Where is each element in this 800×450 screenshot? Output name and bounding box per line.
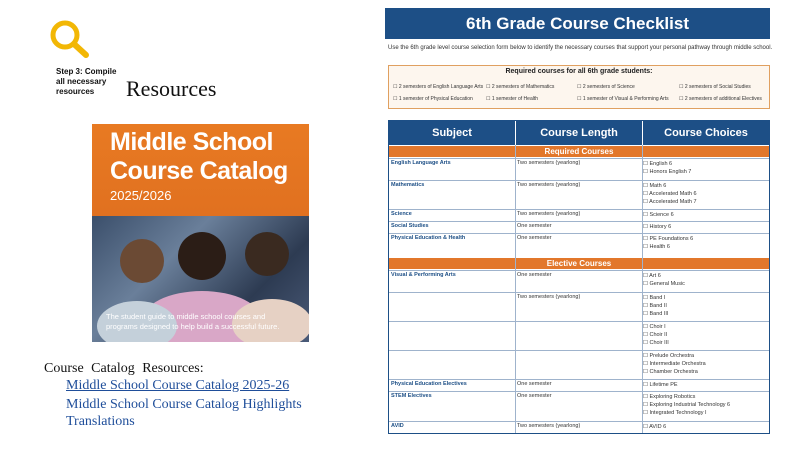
required-item[interactable]: ☐ 1 semester of Health xyxy=(486,96,539,102)
row-choices[interactable]: ☐ Choir I ☐ Choir II ☐ Choir III xyxy=(643,324,669,346)
table-row xyxy=(389,209,769,221)
row-length: One semester xyxy=(517,223,552,229)
required-item-label: 1 semester of Visual & Performing Arts xyxy=(582,96,669,102)
required-item-label: 2 semesters of Social Studies xyxy=(684,84,751,90)
choice-label: Health 6 xyxy=(649,244,670,250)
required-all-box xyxy=(388,65,770,109)
choice-label: Integrated Technology I xyxy=(649,410,707,416)
row-subject: Science xyxy=(391,211,412,217)
row-length: Two semesters (yearlong) xyxy=(517,294,581,300)
row-length: One semester xyxy=(517,381,552,387)
required-item[interactable]: ☐ 1 semester of Visual & Performing Arts xyxy=(577,96,669,102)
catalog-resources-heading: Course Catalog Resources: xyxy=(44,361,204,376)
table-row xyxy=(389,158,769,180)
choice-label: Band II xyxy=(649,303,667,309)
column-course-choices: Course Choices xyxy=(643,121,769,145)
catalog-highlights-link[interactable]: Middle School Course Catalog Highlights xyxy=(66,397,302,412)
row-length: One semester xyxy=(517,393,552,399)
choice-label: Art 6 xyxy=(649,273,661,279)
catalog-2025-26-link[interactable]: Middle School Course Catalog 2025-26 xyxy=(66,378,290,393)
required-section-header: Required Courses xyxy=(389,146,769,157)
row-choices[interactable]: ☐ Science 6 xyxy=(643,212,674,218)
choice-label: Math 6 xyxy=(649,183,667,189)
required-item[interactable]: ☐ 2 semesters of English Language Arts xyxy=(393,84,484,90)
choice-label: Prelude Orchestra xyxy=(649,353,695,359)
table-row xyxy=(389,233,769,256)
required-item-label: 2 semesters of English Language Arts xyxy=(398,84,484,90)
choice-label: Intermediate Orchestra xyxy=(649,361,706,367)
table-row xyxy=(389,379,769,391)
checklist-subtitle: Use the 6th grade level course selection form below to identify the necessary courses that support your personal pathway through middle school. xyxy=(388,45,773,51)
row-choices[interactable]: ☐ AVID 6 xyxy=(643,424,667,430)
table-row xyxy=(389,321,769,350)
choice-label: Lifetime PE xyxy=(649,382,678,388)
required-item[interactable]: ☐ 1 semester of Physical Education xyxy=(393,96,473,102)
row-subject: STEM Electives xyxy=(391,393,432,399)
table-row xyxy=(389,270,769,292)
row-length: Two semesters (yearlong) xyxy=(517,160,581,166)
required-item-label: 1 semester of Health xyxy=(491,96,539,102)
search-icon xyxy=(48,18,90,60)
row-length: Two semesters (yearlong) xyxy=(517,423,581,429)
choice-label: Choir I xyxy=(649,324,666,330)
choice-label: Accelerated Math 6 xyxy=(649,191,697,197)
row-choices[interactable]: ☐ Math 6 ☐ Accelerated Math 6 ☐ Accelerated Math 7 xyxy=(643,183,697,205)
column-divider xyxy=(515,145,516,433)
row-choices[interactable]: ☐ History 6 xyxy=(643,224,672,230)
cover-year: 2025/2026 xyxy=(110,188,172,203)
row-length: One semester xyxy=(517,272,552,278)
row-choices[interactable]: ☐ Exploring Robotics ☐ Exploring Industrial Technology 6 ☐ Integrated Technology I xyxy=(643,394,731,416)
choice-label: Exploring Industrial Technology 6 xyxy=(649,402,731,408)
required-item-label: 2 semesters of additional Electives xyxy=(684,96,762,102)
required-item[interactable]: ☐ 2 semesters of Social Studies xyxy=(679,84,751,90)
choice-label: Chamber Orchestra xyxy=(649,369,698,375)
row-length: One semester xyxy=(517,235,552,241)
choice-label: English 6 xyxy=(649,161,673,167)
choice-label: Honors English 7 xyxy=(649,169,692,175)
step-label: Step 3: Compile all necessary resources xyxy=(56,67,117,96)
table-row xyxy=(389,421,769,433)
table-row xyxy=(389,292,769,321)
row-length: Two semesters (yearlong) xyxy=(517,211,581,217)
checklist-title: 6th Grade Course Checklist xyxy=(385,8,770,39)
row-choices[interactable]: ☐ Lifetime PE xyxy=(643,382,678,388)
table-row xyxy=(389,391,769,421)
required-item-label: 2 semesters of Mathematics xyxy=(491,84,555,90)
choice-label: Choir III xyxy=(649,340,669,346)
row-subject: Social Studies xyxy=(391,223,429,229)
row-subject: English Language Arts xyxy=(391,160,451,166)
choice-label: General Music xyxy=(649,281,685,287)
column-divider xyxy=(642,145,643,433)
row-subject: Visual & Performing Arts xyxy=(391,272,456,278)
choice-label: Choir II xyxy=(649,332,668,338)
row-choices[interactable]: ☐ English 6 ☐ Honors English 7 xyxy=(643,161,692,175)
elective-section-header: Elective Courses xyxy=(389,258,769,269)
required-item[interactable]: ☐ 2 semesters of Science xyxy=(577,84,635,90)
choice-label: Exploring Robotics xyxy=(649,394,696,400)
translations-link[interactable]: Translations xyxy=(66,414,135,429)
course-table xyxy=(388,120,770,434)
table-row xyxy=(389,221,769,233)
catalog-cover-image[interactable] xyxy=(92,124,309,342)
row-choices[interactable]: ☐ PE Foundations 6 ☐ Health 6 xyxy=(643,236,694,250)
row-subject: AVID xyxy=(391,423,404,429)
required-all-heading: Required courses for all 6th grade students: xyxy=(505,68,653,75)
column-course-length: Course Length xyxy=(516,121,642,145)
row-choices[interactable]: ☐ Prelude Orchestra ☐ Intermediate Orchestra ☐ Chamber Orchestra xyxy=(643,353,706,375)
cover-tagline: The student guide to middle school courses and programs designed to help build a successful future. xyxy=(106,312,280,331)
row-choices[interactable]: ☐ Art 6 ☐ General Music xyxy=(643,273,685,287)
row-subject: Mathematics xyxy=(391,182,425,188)
required-item[interactable]: ☐ 2 semesters of Mathematics xyxy=(486,84,555,90)
choice-label: Band III xyxy=(649,311,669,317)
cover-title-line1: Middle School xyxy=(110,128,273,156)
table-row xyxy=(389,180,769,209)
row-subject: Physical Education Electives xyxy=(391,381,467,387)
choice-label: PE Foundations 6 xyxy=(649,236,694,242)
cover-title xyxy=(110,128,288,186)
table-row xyxy=(389,350,769,379)
row-length: Two semesters (yearlong) xyxy=(517,182,581,188)
required-item-label: 1 semester of Physical Education xyxy=(398,96,473,102)
cover-title-line2: Course Catalog xyxy=(110,157,288,185)
row-choices[interactable]: ☐ Band I ☐ Band II ☐ Band III xyxy=(643,295,669,317)
choice-label: Science 6 xyxy=(649,212,674,218)
required-item-label: 2 semesters of Science xyxy=(582,84,635,90)
row-subject: Physical Education & Health xyxy=(391,235,466,241)
choice-label: History 6 xyxy=(649,224,672,230)
choice-label: Band I xyxy=(649,295,666,301)
choice-label: AVID 6 xyxy=(649,424,667,430)
resources-title: Resources xyxy=(126,76,217,101)
required-item[interactable]: ☐ 2 semesters of additional Electives xyxy=(679,96,762,102)
column-subject: Subject xyxy=(389,121,515,145)
choice-label: Accelerated Math 7 xyxy=(649,199,697,205)
